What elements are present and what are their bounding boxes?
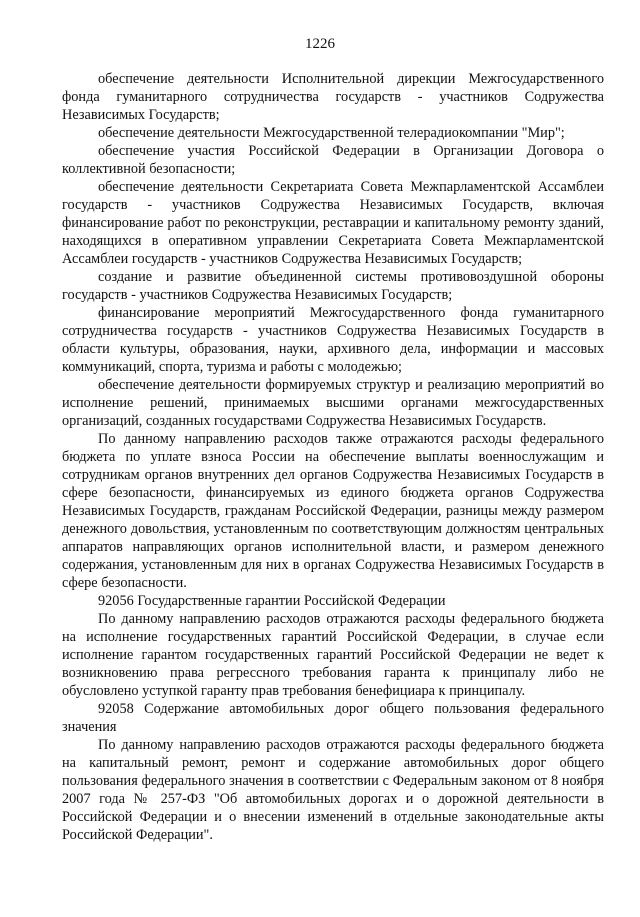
paragraph: обеспечение деятельности формируемых структур и реализацию мероприятий во исполнение решений, принимаемых высшими органами межгосударственных организаций, созданных государствами Содружества Независимых Государств. — [62, 377, 604, 429]
paragraph: обеспечение деятельности Межгосударственной телерадиокомпании "Мир"; — [98, 125, 565, 141]
paragraph: По данному направлению расходов отражаются расходы федерального бюджета на исполнение государственных гарантий Российской Федерации, в случае если исполнение гарантом государственных гарантий Российской Федерации не ведет к возникновению права регрессного требования гаранта к принципалу либо не обусловлено уступкой гаранту прав требования бенефициара к принципалу. — [62, 611, 604, 699]
paragraph: создание и развитие объединенной системы противовоздушной обороны государств - участников Содружества Независимых Государств; — [62, 269, 604, 303]
document-body — [62, 70, 604, 844]
paragraph: финансирование мероприятий Межгосударственного фонда гуманитарного сотрудничества государств - участников Содружества Независимых Государств в области культуры, образования, науки, архивного дела, информации и массовых коммуникаций, спорта, туризма и работы с молодежью; — [62, 305, 604, 375]
section-heading: 92056 Государственные гарантии Российской Федерации — [98, 593, 446, 609]
paragraph: обеспечение участия Российской Федерации в Организации Договора о коллективной безопасности; — [62, 143, 604, 177]
paragraph: По данному направлению расходов также отражаются расходы федерального бюджета по уплате взноса России на обеспечение выплаты военнослужащим и сотрудникам органов внутренних дел органов Содружества Независимых Государств в сфере безопасности, финансируемых из единого бюджета органов Содружества Независимых Государств, гражданам Российской Федерации, разницы между размером денежного довольствия, установленным по соответствующим должностям центральных аппаратов направляющих органов исполнительной власти, и размером денежного содержания, установленным для них в органах Содружества Независимых Государств в сфере безопасности. — [62, 431, 604, 591]
paragraph: обеспечение деятельности Секретариата Совета Межпарламентской Ассамблеи государств - участников Содружества Независимых Государств, включая финансирование работ по реконструкции, реставрации и капитальному ремонту зданий, находящихся в оперативном управлении Секретариата Совета Межпарламентской Ассамблеи государств - участников Содружества Независимых Государств; — [62, 179, 604, 267]
paragraph: обеспечение деятельности Исполнительной дирекции Межгосударственного фонда гуманитарного сотрудничества государств - участников Содружества Независимых Государств; — [62, 71, 604, 123]
section-heading: 92058 Содержание автомобильных дорог общего пользования федерального значения — [62, 701, 604, 735]
page-number: 1226 — [305, 36, 335, 52]
paragraph: По данному направлению расходов отражаются расходы федерального бюджета на капитальный ремонт, ремонт и содержание автомобильных дорог общего пользования федерального значения в соответствии с Федеральным законом от 8 ноября 2007 года № 257-ФЗ "Об автомобильных дорогах и о дорожной деятельности в Российской Федерации и о внесении изменений в отдельные законодательные акты Российской Федерации". — [62, 737, 604, 843]
